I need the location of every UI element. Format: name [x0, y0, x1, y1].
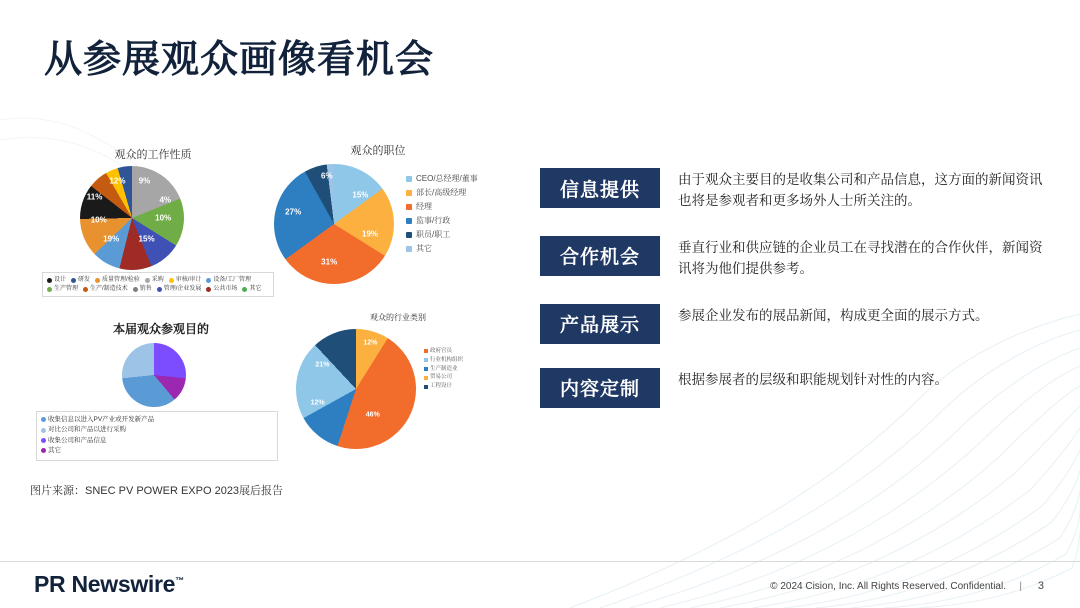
- chart-purpose-title: 本届观众参观目的: [112, 322, 209, 336]
- legend-item: CEO/总经理/董事: [406, 172, 478, 186]
- key-point-row: [540, 304, 1050, 344]
- page-title: 从参展观众画像看机会: [44, 39, 435, 81]
- key-point-row: [540, 368, 1050, 408]
- chart-work-nature-pie: 19% 15% 10% 10% 11% 12% 9% 4%: [80, 166, 184, 270]
- legend-item: 收集信息以进入PV产业或开发新产品: [41, 415, 268, 424]
- key-point-tag: 信息提供: [540, 168, 660, 208]
- copyright-text: © 2024 Cision, Inc. All Rights Reserved. Confidential.: [770, 581, 1006, 592]
- source-note: 图片来源：SNEC PV POWER EXPO 2023展后报告: [30, 485, 284, 497]
- key-point-text: 由于观众主要目的是收集公司和产品信息，这方面的新闻资讯也将是参观者和更多场外人士所关注的。: [678, 172, 1043, 208]
- key-point-tag: 合作机会: [540, 236, 660, 276]
- legend-item: 设备/工厂管理: [206, 276, 251, 285]
- chart-work-nature: [28, 146, 278, 297]
- brand-trademark: ™: [175, 575, 184, 586]
- legend-item: 设计: [47, 276, 66, 285]
- key-points-panel: [540, 168, 1050, 432]
- legend-item: 监事/行政: [406, 214, 478, 228]
- chart-purpose: [36, 320, 286, 461]
- chart-position: [268, 142, 528, 280]
- legend-item: 采购: [145, 276, 164, 285]
- legend-item: 质量管理/检验: [95, 276, 140, 285]
- legend-item: 职员/职工: [406, 228, 478, 242]
- page-number: 3: [1037, 580, 1044, 592]
- key-point-text: 垂直行业和供应链的企业员工在寻找潜在的合作伙伴，新闻资讯将为他们提供参考。: [678, 239, 1043, 276]
- legend-item: 生产/制造技术: [83, 285, 128, 294]
- legend-item: 经理: [406, 200, 478, 214]
- legend-item: 收集公司和产品信息: [41, 436, 268, 445]
- legend-item: 对比公司和产品以进行采购: [41, 425, 268, 434]
- legend-item: 研发: [71, 276, 90, 285]
- key-point-row: [540, 168, 1050, 212]
- footer-separator: |: [1019, 581, 1022, 592]
- chart-work-nature-legend: [42, 272, 274, 297]
- chart-industry-title: 观众的行业类别: [370, 313, 426, 322]
- charts-panel: [28, 136, 528, 516]
- key-point-text: 参展企业发布的展品新闻，构成更全面的展示方式。: [678, 307, 989, 323]
- footer-divider: [0, 561, 1080, 562]
- chart-position-pie: 15% 19% 31% 27% 6%: [274, 164, 394, 284]
- chart-industry-legend: [424, 347, 463, 391]
- chart-industry-pie: 46% 21% 12% 12%: [296, 329, 416, 449]
- chart-purpose-legend: [36, 411, 278, 461]
- chart-purpose-pie: [122, 343, 186, 407]
- legend-item: 贸易公司: [424, 373, 463, 382]
- chart-position-legend: [406, 172, 478, 256]
- legend-item: 部长/高级经理: [406, 186, 478, 200]
- legend-item: 销售: [133, 285, 152, 294]
- legend-item: 生产管理: [47, 285, 78, 294]
- legend-item: 政府官员: [424, 347, 463, 356]
- brand-logo: PR Newswire™: [34, 571, 184, 597]
- chart-work-nature-title: 观众的工作性质: [114, 149, 192, 161]
- chart-position-title: 观众的职位: [350, 145, 406, 157]
- legend-item: 其它: [242, 285, 261, 294]
- legend-item: 其它: [406, 242, 478, 256]
- chart-industry: [296, 312, 536, 445]
- legend-item: 生产制造业: [424, 365, 463, 374]
- key-point-tag: 产品展示: [540, 304, 660, 344]
- legend-item: 管理/企业发展: [157, 285, 202, 294]
- key-point-tag: 内容定制: [540, 368, 660, 408]
- legend-item: 其它: [41, 446, 268, 455]
- legend-item: 工程设计: [424, 382, 463, 391]
- legend-item: 审核/审计: [169, 276, 202, 285]
- key-point-row: [540, 236, 1050, 280]
- legend-item: 行业机构组织: [424, 356, 463, 365]
- key-point-text: 根据参展者的层级和职能规划针对性的内容。: [678, 371, 948, 387]
- legend-item: 公共市场: [206, 285, 237, 294]
